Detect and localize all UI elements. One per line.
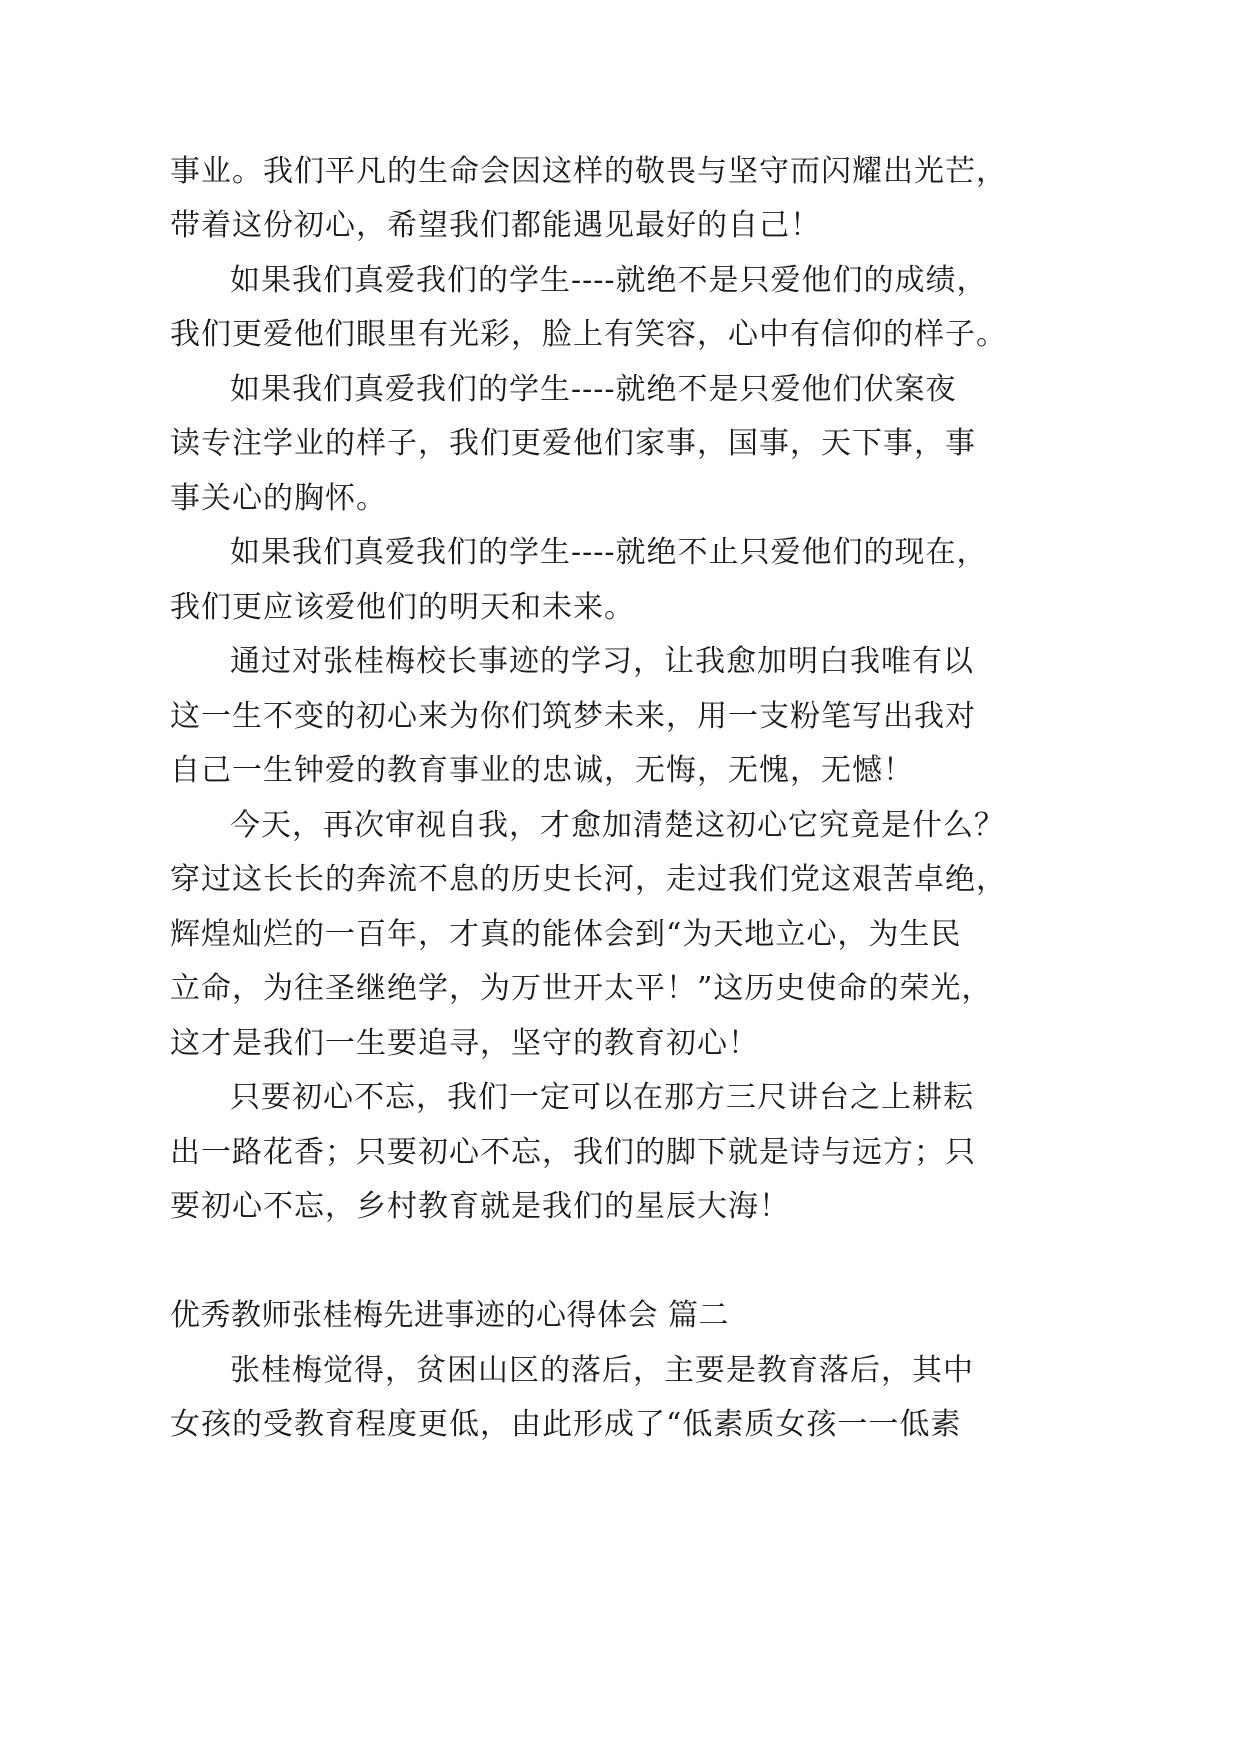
paragraph-start-line: 只要初心不忘，我们一定可以在那方三尺讲台之上耕耘 bbox=[230, 1080, 974, 1115]
text-line: 出一路花香；只要初心不忘，我们的脚下就是诗与远方；只 bbox=[170, 1135, 976, 1170]
text-line: 事关心的胸怀。 bbox=[170, 481, 387, 516]
text-line: 立命，为往圣继绝学，为万世开太平！”这历史使命的荣光， bbox=[170, 971, 993, 1006]
text-line: 要初心不忘，乡村教育就是我们的星辰大海！ bbox=[170, 1189, 790, 1224]
paragraph-start-line: 张桂梅觉得，贫困山区的落后，主要是教育落后，其中 bbox=[230, 1353, 974, 1388]
paragraph-start-line: 今天，再次审视自我，才愈加清楚这初心它究竟是什么？ bbox=[230, 808, 1005, 843]
text-line: 我们更爱他们眼里有光彩，脸上有笑容，心中有信仰的样子。 bbox=[170, 317, 1007, 352]
text-line: 穿过这长长的奔流不息的历史长河，走过我们党这艰苦卓绝， bbox=[170, 862, 1007, 897]
paragraph-start-line: 如果我们真爱我们的学生----就绝不是只爱他们伏案夜 bbox=[230, 372, 957, 407]
text-line: 这才是我们一生要追寻，坚守的教育初心！ bbox=[170, 1026, 759, 1061]
paragraph-start-line: 如果我们真爱我们的学生----就绝不止只爱他们的现在， bbox=[230, 535, 988, 570]
text-line: 女孩的受教育程度更低，由此形成了“低素质女孩一一低素 bbox=[170, 1407, 962, 1442]
text-line: 事业。我们平凡的生命会因这样的敬畏与坚守而闪耀出光芒， bbox=[170, 154, 1007, 189]
section-heading: 优秀教师张桂梅先进事迹的心得体会 篇二 bbox=[170, 1298, 730, 1333]
paragraph-start-line: 如果我们真爱我们的学生----就绝不是只爱他们的成绩， bbox=[230, 263, 988, 298]
paragraph-start-line: 通过对张桂梅校长事迹的学习，让我愈加明白我唯有以 bbox=[230, 644, 974, 679]
text-line: 读专注学业的样子，我们更爱他们家事，国事，天下事，事 bbox=[170, 426, 976, 461]
text-line: 带着这份初心，希望我们都能遇见最好的自己！ bbox=[170, 208, 821, 243]
text-line: 我们更应该爱他们的明天和未来。 bbox=[170, 590, 635, 625]
text-line: 这一生不变的初心来为你们筑梦未来，用一支粉笔写出我对 bbox=[170, 699, 976, 734]
text-line: 自己一生钟爱的教育事业的忠诚，无悔，无愧，无憾！ bbox=[170, 753, 914, 788]
text-line: 辉煌灿烂的一百年，才真的能体会到“为天地立心，为生民 bbox=[170, 917, 962, 952]
